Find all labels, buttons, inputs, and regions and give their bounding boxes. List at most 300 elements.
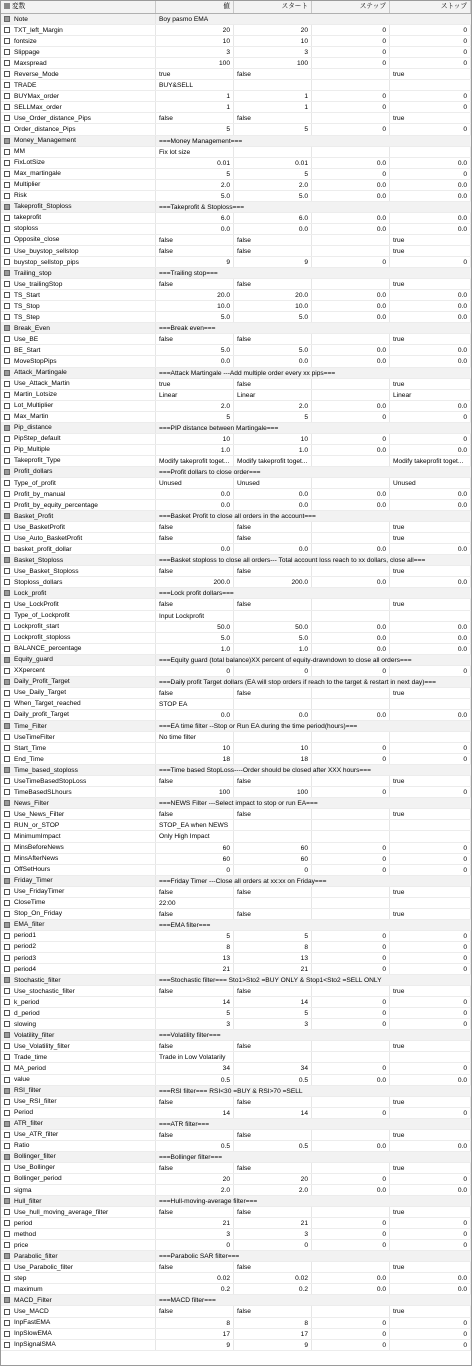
parameter-name-cell[interactable] (1, 1163, 156, 1173)
parameter-row[interactable] (1, 69, 471, 80)
parameter-row[interactable] (1, 1207, 471, 1218)
start-cell[interactable]: 14 (234, 997, 312, 1007)
start-cell[interactable] (234, 831, 312, 841)
optimize-checkbox[interactable] (4, 1176, 10, 1182)
step-cell[interactable]: 0 (312, 1240, 390, 1250)
value-cell[interactable]: 21 (156, 964, 234, 974)
parameter-name-cell[interactable] (1, 1306, 156, 1316)
step-cell[interactable]: 0.0 (312, 1185, 390, 1195)
step-cell[interactable]: 0 (312, 102, 390, 112)
parameter-row[interactable] (1, 445, 471, 456)
step-cell[interactable] (312, 456, 390, 466)
start-cell[interactable]: false (234, 69, 312, 79)
start-cell[interactable]: 34 (234, 1063, 312, 1073)
step-cell[interactable] (312, 909, 390, 919)
stop-cell[interactable]: 0 (390, 124, 471, 134)
parameter-name-cell[interactable] (1, 180, 156, 190)
optimize-checkbox[interactable] (4, 248, 10, 254)
value-cell[interactable]: 1.0 (156, 644, 234, 654)
start-cell[interactable]: 0.02 (234, 1273, 312, 1283)
stop-cell[interactable]: 0.0 (390, 622, 471, 632)
optimize-checkbox[interactable] (4, 1309, 10, 1315)
stop-cell[interactable]: 0 (390, 854, 471, 864)
step-cell[interactable]: 0.0 (312, 544, 390, 554)
start-cell[interactable]: false (234, 279, 312, 289)
value-cell[interactable]: 22:00 (156, 898, 234, 908)
parameter-row[interactable] (1, 710, 471, 721)
stop-cell[interactable]: 0.0 (390, 158, 471, 168)
parameter-name-cell[interactable] (1, 942, 156, 952)
step-cell[interactable] (312, 732, 390, 742)
start-cell[interactable]: 10.0 (234, 301, 312, 311)
start-cell[interactable]: 1.0 (234, 445, 312, 455)
stop-cell[interactable] (390, 898, 471, 908)
parameter-name-cell[interactable] (1, 522, 156, 532)
parameter-row[interactable] (1, 1318, 471, 1329)
stop-cell[interactable]: 0 (390, 1340, 471, 1350)
step-cell[interactable]: 0.0 (312, 356, 390, 366)
value-cell[interactable]: 20.0 (156, 290, 234, 300)
parameter-name-cell[interactable] (1, 964, 156, 974)
value-cell[interactable]: 1.0 (156, 445, 234, 455)
optimize-checkbox[interactable] (4, 160, 10, 166)
start-cell[interactable]: 0.0 (234, 500, 312, 510)
parameter-row[interactable] (1, 25, 471, 36)
step-cell[interactable]: 0 (312, 953, 390, 963)
value-cell[interactable]: 21 (156, 1218, 234, 1228)
parameter-name-cell[interactable] (1, 158, 156, 168)
start-cell[interactable]: 13 (234, 953, 312, 963)
parameter-name-cell[interactable] (1, 224, 156, 234)
value-cell[interactable]: STOP EA (156, 699, 234, 709)
value-cell[interactable]: 17 (156, 1329, 234, 1339)
step-cell[interactable]: 0 (312, 1318, 390, 1328)
value-cell[interactable]: 14 (156, 997, 234, 1007)
value-cell[interactable]: 2.0 (156, 401, 234, 411)
optimize-checkbox[interactable] (4, 49, 10, 55)
stop-cell[interactable]: 0.0 (390, 633, 471, 643)
header-stop[interactable]: ストップ (390, 1, 471, 13)
start-cell[interactable]: false (234, 688, 312, 698)
value-cell[interactable]: 0.5 (156, 1075, 234, 1085)
start-cell[interactable]: 20.0 (234, 290, 312, 300)
stop-cell[interactable]: 0.0 (390, 1141, 471, 1151)
parameter-row[interactable] (1, 1008, 471, 1019)
start-cell[interactable]: 0.5 (234, 1141, 312, 1151)
step-cell[interactable]: 0.0 (312, 180, 390, 190)
stop-cell[interactable]: true (390, 69, 471, 79)
optimize-checkbox[interactable] (4, 182, 10, 188)
stop-cell[interactable]: 0 (390, 91, 471, 101)
start-cell[interactable]: 2.0 (234, 1185, 312, 1195)
section-row[interactable] (1, 655, 471, 666)
parameter-row[interactable] (1, 599, 471, 610)
value-cell[interactable]: true (156, 69, 234, 79)
stop-cell[interactable]: Unused (390, 478, 471, 488)
stop-cell[interactable]: 0.0 (390, 401, 471, 411)
optimize-checkbox[interactable] (4, 1264, 10, 1270)
step-cell[interactable]: 0 (312, 36, 390, 46)
parameter-row[interactable] (1, 478, 471, 489)
step-cell[interactable]: 0 (312, 666, 390, 676)
step-cell[interactable] (312, 898, 390, 908)
optimize-checkbox[interactable] (4, 646, 10, 652)
start-cell[interactable]: false (234, 809, 312, 819)
parameter-row[interactable] (1, 997, 471, 1008)
section-row[interactable] (1, 798, 471, 809)
parameter-row[interactable] (1, 180, 471, 191)
parameter-name-cell[interactable] (1, 622, 156, 632)
step-cell[interactable] (312, 147, 390, 157)
step-cell[interactable] (312, 1306, 390, 1316)
value-cell[interactable]: 2.0 (156, 1185, 234, 1195)
start-cell[interactable]: 5 (234, 412, 312, 422)
optimize-checkbox[interactable] (4, 1110, 10, 1116)
parameter-row[interactable] (1, 843, 471, 854)
parameter-row[interactable] (1, 500, 471, 511)
parameter-name-cell[interactable] (1, 1141, 156, 1151)
value-cell[interactable]: 5.0 (156, 633, 234, 643)
optimize-checkbox[interactable] (4, 115, 10, 121)
start-cell[interactable]: 9 (234, 257, 312, 267)
optimize-checkbox[interactable] (4, 1054, 10, 1060)
parameter-name-cell[interactable] (1, 334, 156, 344)
step-cell[interactable] (312, 1041, 390, 1051)
stop-cell[interactable]: 0.0 (390, 489, 471, 499)
stop-cell[interactable]: true (390, 522, 471, 532)
value-cell[interactable]: Trade in Low Volatarily (156, 1052, 234, 1062)
parameter-name-cell[interactable] (1, 1340, 156, 1350)
parameter-name-cell[interactable] (1, 1086, 156, 1096)
section-row[interactable] (1, 1152, 471, 1163)
section-row[interactable] (1, 721, 471, 732)
parameter-row[interactable] (1, 1019, 471, 1030)
optimize-checkbox[interactable] (4, 778, 10, 784)
value-cell[interactable]: 0.0 (156, 356, 234, 366)
start-cell[interactable]: 8 (234, 942, 312, 952)
step-cell[interactable]: 0 (312, 1329, 390, 1339)
parameter-row[interactable] (1, 743, 471, 754)
parameter-name-cell[interactable] (1, 898, 156, 908)
value-cell[interactable]: 0.0 (156, 544, 234, 554)
start-cell[interactable]: 1 (234, 102, 312, 112)
parameter-row[interactable] (1, 47, 471, 58)
start-cell[interactable]: false (234, 1262, 312, 1272)
parameter-name-cell[interactable] (1, 268, 156, 278)
parameter-row[interactable] (1, 787, 471, 798)
stop-cell[interactable]: true (390, 533, 471, 543)
start-cell[interactable]: 14 (234, 1108, 312, 1118)
stop-cell[interactable]: 0 (390, 1008, 471, 1018)
stop-cell[interactable]: true (390, 235, 471, 245)
step-cell[interactable]: 0.0 (312, 1141, 390, 1151)
step-cell[interactable]: 0 (312, 434, 390, 444)
value-cell[interactable]: 5 (156, 931, 234, 941)
value-cell[interactable]: 8 (156, 942, 234, 952)
stop-cell[interactable]: true (390, 246, 471, 256)
parameter-row[interactable] (1, 279, 471, 290)
stop-cell[interactable]: 0.0 (390, 577, 471, 587)
stop-cell[interactable]: true (390, 1041, 471, 1051)
stop-cell[interactable]: 0 (390, 1329, 471, 1339)
optimize-checkbox[interactable] (4, 336, 10, 342)
start-cell[interactable]: false (234, 1097, 312, 1107)
step-cell[interactable]: 0 (312, 843, 390, 853)
value-cell[interactable]: false (156, 809, 234, 819)
parameter-row[interactable] (1, 942, 471, 953)
start-cell[interactable]: 60 (234, 843, 312, 853)
header-step[interactable]: ステップ (312, 1, 390, 13)
parameter-name-cell[interactable] (1, 854, 156, 864)
stop-cell[interactable]: 0.0 (390, 445, 471, 455)
parameter-row[interactable] (1, 290, 471, 301)
value-cell[interactable]: false (156, 279, 234, 289)
section-row[interactable] (1, 1086, 471, 1097)
parameter-row[interactable] (1, 533, 471, 544)
step-cell[interactable] (312, 334, 390, 344)
start-cell[interactable]: 100 (234, 58, 312, 68)
parameter-name-cell[interactable] (1, 655, 156, 665)
parameter-name-cell[interactable] (1, 1174, 156, 1184)
parameter-name-cell[interactable] (1, 809, 156, 819)
step-cell[interactable]: 0.0 (312, 158, 390, 168)
section-row[interactable] (1, 1119, 471, 1130)
stop-cell[interactable]: true (390, 887, 471, 897)
value-cell[interactable]: 60 (156, 843, 234, 853)
value-cell[interactable]: 1 (156, 102, 234, 112)
value-cell[interactable]: 20 (156, 1174, 234, 1184)
value-cell[interactable]: 5 (156, 412, 234, 422)
start-cell[interactable]: 0.2 (234, 1284, 312, 1294)
optimize-checkbox[interactable] (4, 1231, 10, 1237)
start-cell[interactable]: 200.0 (234, 577, 312, 587)
section-row[interactable] (1, 1196, 471, 1207)
stop-cell[interactable]: 0.0 (390, 345, 471, 355)
parameter-name-cell[interactable] (1, 1041, 156, 1051)
start-cell[interactable]: Linear (234, 390, 312, 400)
parameter-row[interactable] (1, 191, 471, 202)
step-cell[interactable]: 0 (312, 1108, 390, 1118)
optimize-checkbox[interactable] (4, 668, 10, 674)
stop-cell[interactable]: true (390, 1097, 471, 1107)
parameter-row[interactable] (1, 489, 471, 500)
value-cell[interactable]: Modify takeprofit toget... (156, 456, 234, 466)
optimize-checkbox[interactable] (4, 822, 10, 828)
optimize-checkbox[interactable] (4, 833, 10, 839)
parameter-row[interactable] (1, 633, 471, 644)
step-cell[interactable] (312, 1207, 390, 1217)
optimize-checkbox[interactable] (4, 867, 10, 873)
optimize-checkbox[interactable] (4, 93, 10, 99)
parameter-name-cell[interactable] (1, 80, 156, 90)
start-cell[interactable]: false (234, 235, 312, 245)
parameter-row[interactable] (1, 820, 471, 831)
value-cell[interactable]: false (156, 1163, 234, 1173)
value-cell[interactable]: 3 (156, 47, 234, 57)
parameter-name-cell[interactable] (1, 699, 156, 709)
section-row[interactable] (1, 511, 471, 522)
value-cell[interactable]: Only High Impact (156, 831, 234, 841)
parameter-row[interactable] (1, 1262, 471, 1273)
stop-cell[interactable]: true (390, 986, 471, 996)
step-cell[interactable]: 0 (312, 997, 390, 1007)
parameter-name-cell[interactable] (1, 1284, 156, 1294)
stop-cell[interactable] (390, 699, 471, 709)
parameter-row[interactable] (1, 644, 471, 655)
parameter-row[interactable] (1, 158, 471, 169)
stop-cell[interactable]: 0 (390, 169, 471, 179)
step-cell[interactable] (312, 113, 390, 123)
stop-cell[interactable]: 0 (390, 1174, 471, 1184)
step-cell[interactable]: 0 (312, 91, 390, 101)
optimize-checkbox[interactable] (4, 1320, 10, 1326)
parameter-name-cell[interactable] (1, 1295, 156, 1305)
optimize-checkbox[interactable] (4, 745, 10, 751)
stop-cell[interactable]: 0 (390, 1063, 471, 1073)
step-cell[interactable]: 0.0 (312, 445, 390, 455)
start-cell[interactable]: false (234, 246, 312, 256)
parameter-row[interactable] (1, 1174, 471, 1185)
stop-cell[interactable]: 0 (390, 1318, 471, 1328)
value-cell[interactable]: false (156, 776, 234, 786)
step-cell[interactable] (312, 1262, 390, 1272)
optimize-checkbox[interactable] (4, 1165, 10, 1171)
step-cell[interactable]: 0 (312, 169, 390, 179)
parameter-row[interactable] (1, 301, 471, 312)
start-cell[interactable]: false (234, 334, 312, 344)
parameter-name-cell[interactable] (1, 953, 156, 963)
stop-cell[interactable]: 0.0 (390, 290, 471, 300)
step-cell[interactable] (312, 246, 390, 256)
value-cell[interactable]: 10 (156, 36, 234, 46)
start-cell[interactable]: 9 (234, 1340, 312, 1350)
parameter-row[interactable] (1, 80, 471, 91)
parameter-row[interactable] (1, 566, 471, 577)
parameter-name-cell[interactable] (1, 688, 156, 698)
parameter-row[interactable] (1, 831, 471, 842)
parameter-name-cell[interactable] (1, 577, 156, 587)
parameter-name-cell[interactable] (1, 931, 156, 941)
parameter-row[interactable] (1, 522, 471, 533)
parameter-name-cell[interactable] (1, 566, 156, 576)
parameter-name-cell[interactable] (1, 876, 156, 886)
parameter-row[interactable] (1, 434, 471, 445)
start-cell[interactable]: 0.01 (234, 158, 312, 168)
parameter-name-cell[interactable] (1, 169, 156, 179)
start-cell[interactable]: 2.0 (234, 180, 312, 190)
value-cell[interactable]: 50.0 (156, 622, 234, 632)
parameter-row[interactable] (1, 401, 471, 412)
value-cell[interactable]: false (156, 246, 234, 256)
step-cell[interactable]: 0 (312, 931, 390, 941)
step-cell[interactable] (312, 1163, 390, 1173)
parameter-name-cell[interactable] (1, 1329, 156, 1339)
parameter-name-cell[interactable] (1, 279, 156, 289)
step-cell[interactable]: 0 (312, 743, 390, 753)
step-cell[interactable]: 0.0 (312, 290, 390, 300)
parameter-name-cell[interactable] (1, 191, 156, 201)
stop-cell[interactable]: 0 (390, 1019, 471, 1029)
start-cell[interactable]: 18 (234, 754, 312, 764)
parameter-name-cell[interactable] (1, 1130, 156, 1140)
parameter-name-cell[interactable] (1, 379, 156, 389)
optimize-checkbox[interactable] (4, 1132, 10, 1138)
parameter-name-cell[interactable] (1, 599, 156, 609)
stop-cell[interactable]: 0 (390, 257, 471, 267)
parameter-name-cell[interactable] (1, 58, 156, 68)
start-cell[interactable] (234, 1052, 312, 1062)
step-cell[interactable]: 0 (312, 942, 390, 952)
section-row[interactable] (1, 202, 471, 213)
optimize-checkbox[interactable] (4, 303, 10, 309)
optimize-checkbox[interactable] (4, 911, 10, 917)
step-cell[interactable]: 0 (312, 412, 390, 422)
parameter-name-cell[interactable] (1, 312, 156, 322)
value-cell[interactable]: 18 (156, 754, 234, 764)
section-row[interactable] (1, 268, 471, 279)
parameter-row[interactable] (1, 1240, 471, 1251)
step-cell[interactable]: 0 (312, 854, 390, 864)
section-row[interactable] (1, 765, 471, 776)
optimize-checkbox[interactable] (4, 60, 10, 66)
step-cell[interactable] (312, 887, 390, 897)
stop-cell[interactable]: true (390, 566, 471, 576)
parameter-name-cell[interactable] (1, 765, 156, 775)
parameter-name-cell[interactable] (1, 633, 156, 643)
start-cell[interactable]: 1 (234, 91, 312, 101)
optimize-checkbox[interactable] (4, 635, 10, 641)
parameter-row[interactable] (1, 113, 471, 124)
optimize-checkbox[interactable] (4, 789, 10, 795)
section-row[interactable] (1, 555, 471, 566)
start-cell[interactable]: false (234, 1041, 312, 1051)
parameter-name-cell[interactable] (1, 235, 156, 245)
start-cell[interactable]: false (234, 113, 312, 123)
parameter-row[interactable] (1, 776, 471, 787)
start-cell[interactable] (234, 898, 312, 908)
parameter-row[interactable] (1, 953, 471, 964)
optimize-checkbox[interactable] (4, 966, 10, 972)
section-row[interactable] (1, 368, 471, 379)
step-cell[interactable]: 0 (312, 1008, 390, 1018)
start-cell[interactable]: 0.0 (234, 224, 312, 234)
optimize-checkbox[interactable] (4, 889, 10, 895)
start-cell[interactable]: 5 (234, 1008, 312, 1018)
parameter-name-cell[interactable] (1, 456, 156, 466)
start-cell[interactable]: 1.0 (234, 644, 312, 654)
parameter-name-cell[interactable] (1, 831, 156, 841)
parameter-name-cell[interactable] (1, 710, 156, 720)
optimize-checkbox[interactable] (4, 226, 10, 232)
parameter-name-cell[interactable] (1, 1052, 156, 1062)
step-cell[interactable] (312, 80, 390, 90)
parameter-row[interactable] (1, 257, 471, 268)
start-cell[interactable]: 0.5 (234, 1075, 312, 1085)
step-cell[interactable]: 0.0 (312, 622, 390, 632)
stop-cell[interactable]: true (390, 1262, 471, 1272)
value-cell[interactable]: 5 (156, 169, 234, 179)
stop-cell[interactable]: true (390, 599, 471, 609)
stop-cell[interactable]: 0.0 (390, 1185, 471, 1195)
stop-cell[interactable]: 0.0 (390, 710, 471, 720)
step-cell[interactable]: 0.0 (312, 644, 390, 654)
start-cell[interactable]: 5 (234, 931, 312, 941)
value-cell[interactable]: STOP_EA when NEWS (156, 820, 234, 830)
stop-cell[interactable] (390, 147, 471, 157)
value-cell[interactable]: false (156, 1262, 234, 1272)
start-cell[interactable]: 100 (234, 787, 312, 797)
optimize-checkbox[interactable] (4, 1077, 10, 1083)
